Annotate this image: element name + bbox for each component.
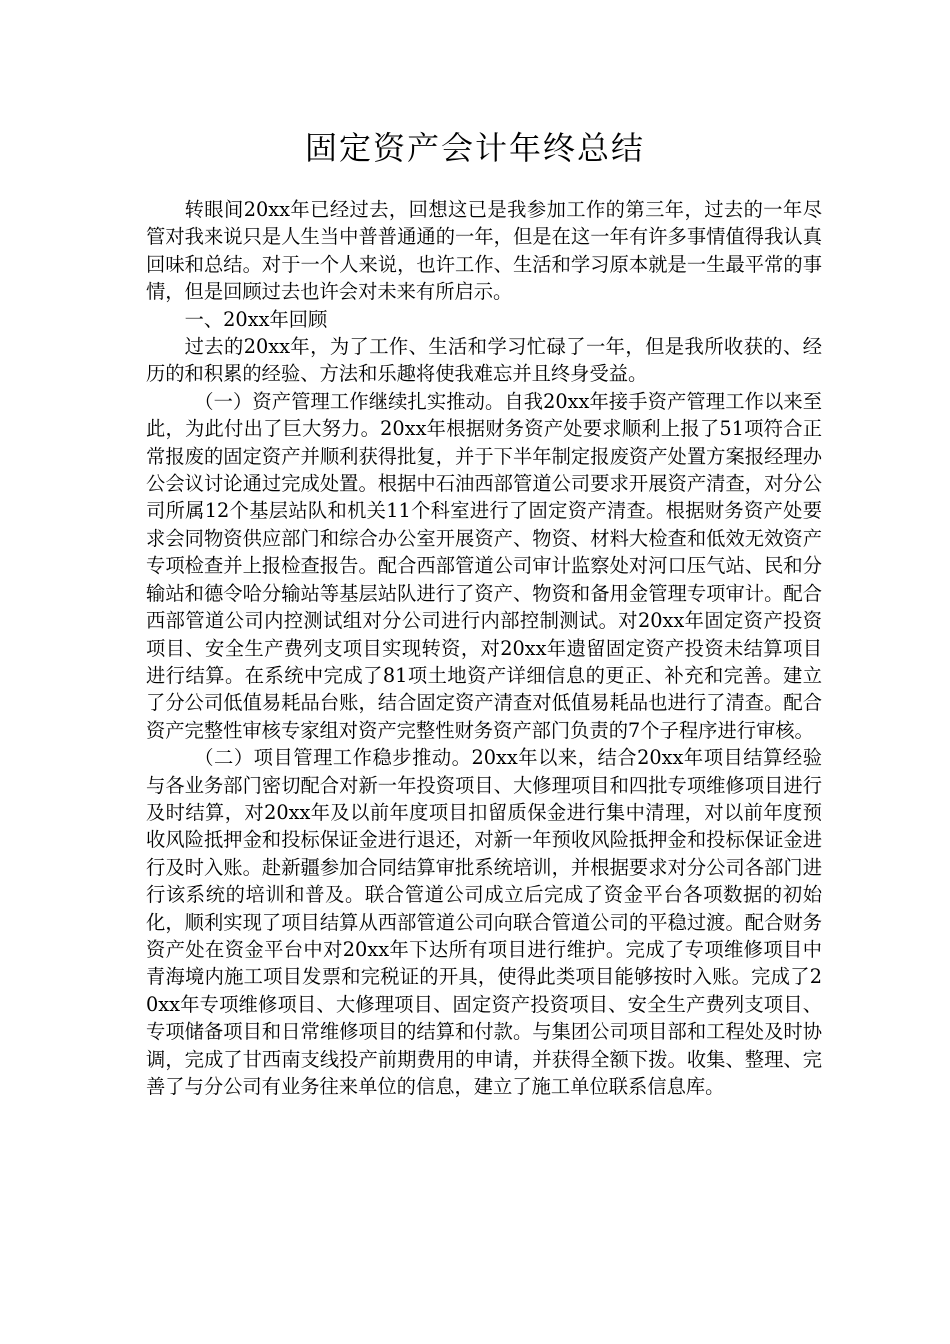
paragraph-intro: 转眼间20xx年已经过去，回想这已是我参加工作的第三年，过去的一年尽管对我来说只是人生当中普普通通的一年，但是在这一年有许多事情值得我认真回味和总结。对于一个人来说，也许工作、生活和学习原本就是一生最平常的事情，但是回顾过去也许会对未来有所启示。 — [146, 198, 822, 304]
paragraph-project-management: （二）项目管理工作稳步推动。20xx年以来，结合20xx年项目结算经验与各业务部门密切配合对新一年投资项目、大修理项目和四批专项维修项目进行及时结算，对20xx年及以前年度项目扣留质保金进行集中清理，对以前年度预收风险抵押金和投标保证金进行退还，对新一年预收风险抵押金和投标保证金进行及时入账。赴新疆参加合同结算审批系统培训，并根据要求对分公司各部门进行该系统的培训和普及。联合管道公司成立后完成了资金平台各项数据的初始化，顺利实现了项目结算从西部管道公司向联合管道公司的平稳过渡。配合财务资产处在资金平台中对20xx年下达所有项目进行维护。完成了专项维修项目中青海境内施工项目发票和完税证的开具，使得此类项目能够按时入账。完成了20xx年专项维修项目、大修理项目、固定资产投资项目、安全生产费列支项目、专项储备项目和日常维修项目的结算和付款。与集团公司项目部和工程处及时协调，完成了甘西南支线投产前期费用的申请，并获得全额下拨。收集、整理、完善了与分公司有业务往来单位的信息，建立了施工单位联系信息库。 — [146, 746, 822, 1098]
document-title: 固定资产会计年终总结 — [304, 129, 645, 167]
section-heading-review: 一、20xx年回顾 — [184, 307, 328, 331]
paragraph-asset-management: （一）资产管理工作继续扎实推动。自我20xx年接手资产管理工作以来至此，为此付出了巨大努力。20xx年根据财务资产处要求顺利上报了51项符合正常报废的固定资产并顺利获得批复，并于下半年制定报废资产处置方案报经理办公会议讨论通过完成处置。根据中石油西部管道公司要求开展资产清查，对分公司所属12个基层站队和机关11个科室进行了固定资产清查。根据财务资产处要求会同物资供应部门和综合办公室开展资产、物资、材料大检查和低效无效资产专项检查并上报检查报告。配合西部管道公司审计监察处对河口压气站、民和分输站和德令哈分输站等基层站队进行了资产、物资和备用金管理专项审计。配合西部管道公司内控测试组对分公司进行内部控制测试。对20xx年固定资产投资项目、安全生产费列支项目实现转资，对20xx年遗留固定资产投资未结算项目进行结算。在系统中完成了81项土地资产详细信息的更正、补充和完善。建立了分公司低值易耗品台账，结合固定资产清查对低值易耗品也进行了清查。配合资产完整性审核专家组对资产完整性财务资产部门负责的7个子程序进行审核。 — [146, 389, 822, 742]
document-body — [146, 196, 822, 1100]
paragraph-review-summary: 过去的20xx年，为了工作、生活和学习忙碌了一年，但是我所收获的、经历的和积累的经验、方法和乐趣将使我难忘并且终身受益。 — [146, 335, 822, 386]
